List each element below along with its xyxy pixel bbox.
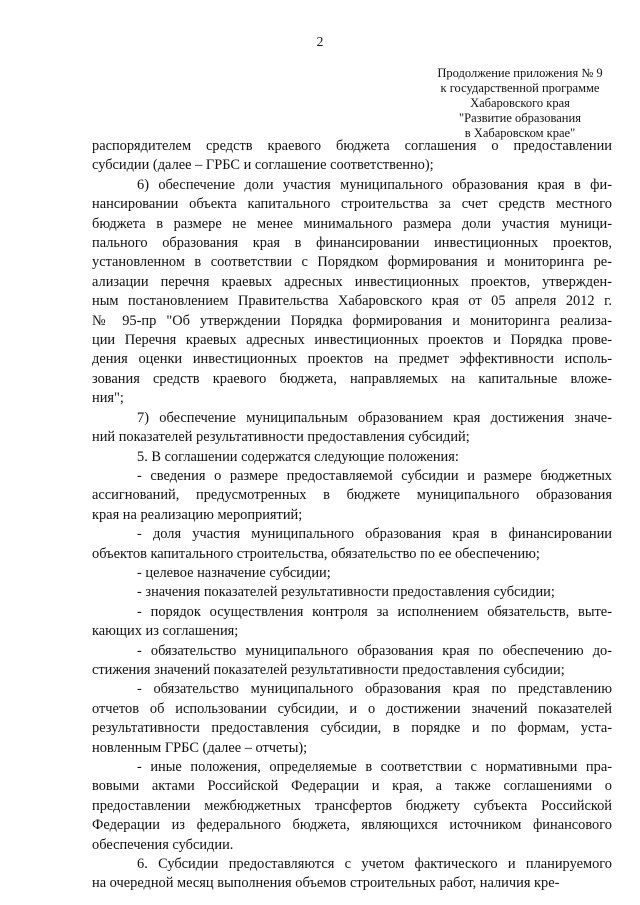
text-line: - обязательство муниципального образования края по представлению	[137, 681, 612, 698]
text-line: - доля участия муниципального образования края в финансировании	[137, 526, 612, 543]
header-line: к государственной программе	[440, 81, 600, 95]
paragraph	[92, 525, 612, 564]
text-line: 6) обеспечение доли участия муниципального образования края в фи-	[137, 176, 612, 193]
header-line: Хабаровского края	[470, 96, 570, 110]
text-line: 6. Субсидии предоставляются с учетом фактического и планируемого	[137, 856, 612, 873]
header-line: "Развитие образования	[459, 111, 581, 125]
text-line: вовыми актами Российской Федерации и края, а также соглашениями о	[92, 778, 612, 795]
text-line: ализации перечня краевых адресных инвестиционных проектов, утвержден-	[92, 273, 612, 290]
text-line: дения оценки инвестиционных проектов на предмет эффективности исполь-	[92, 351, 612, 368]
text-line: - значения показателей результативности предоставления субсидии;	[137, 584, 555, 601]
text-line: новленным ГРБС (далее – отчеты);	[92, 739, 308, 756]
paragraph	[92, 467, 612, 525]
text-line: № 95-пр "Об утверждении Порядка формирования и мониторинга реализа-	[92, 312, 612, 329]
text-line: на очередной месяц выполнения объемов строительных работ, наличия кре-	[92, 875, 560, 892]
paragraph	[92, 564, 612, 583]
page-number: 2	[316, 34, 324, 49]
text-line: кающих из соглашения;	[92, 623, 239, 640]
text-line: результативности предоставления субсидии, в порядке и по формам, уста-	[92, 720, 612, 737]
header-line: Продолжение приложения № 9	[437, 66, 603, 80]
paragraph	[92, 642, 612, 681]
document-body	[92, 137, 612, 894]
text-line: ний показателей результативности предоставления субсидий;	[92, 429, 470, 446]
text-line: - порядок осуществления контроля за исполнением обязательств, выте-	[137, 603, 612, 620]
text-line: объектов капитального строительства, обязательство по ее обеспечению;	[92, 545, 540, 562]
paragraph	[92, 448, 612, 467]
paragraph	[92, 758, 612, 855]
text-line: края на реализацию мероприятий;	[92, 506, 303, 523]
paragraph	[92, 583, 612, 602]
text-line: ния";	[92, 390, 124, 407]
text-line: ции Перечня краевых адресных инвестиционных проектов и Порядка прове-	[92, 332, 612, 349]
text-line: - целевое назначение субсидии;	[137, 564, 331, 581]
text-line: - обязательство муниципального образования края по обеспечению до-	[137, 642, 612, 659]
text-line: пального образования края в финансировании инвестиционных проектов,	[92, 235, 612, 252]
header-line: в Хабаровском крае"	[464, 126, 576, 140]
appendix-header	[420, 66, 620, 141]
text-line: ным постановлением Правительства Хабаровского края от 05 апреля 2012 г.	[92, 293, 612, 310]
text-line: обеспечения субсидии.	[92, 836, 234, 853]
text-line: зования средств краевого бюджета, направляемых на капитальные вложе-	[92, 370, 612, 387]
text-line: стижения значений показателей результативности предоставления субсидии;	[92, 661, 565, 678]
paragraph	[92, 409, 612, 448]
paragraph	[92, 680, 612, 758]
text-line: 7) обеспечение муниципальным образованием края достижения значе-	[137, 409, 612, 426]
text-line: установленном в соответствии с Порядком формирования и мониторинга ре-	[92, 254, 612, 271]
text-line: - иные положения, определяемые в соответствии с нормативными пра-	[137, 759, 612, 775]
text-line: ассигнований, предусмотренных в бюджете муниципального образования	[92, 487, 612, 504]
paragraph	[92, 176, 612, 409]
text-line: отчетов об использовании субсидии, и о достижении значений показателей	[92, 700, 612, 717]
paragraph	[92, 137, 612, 176]
text-line: нансировании объекта капитального строительства за счет средств местного	[92, 196, 612, 213]
text-line: бюджета в размере не менее минимального размера доли участия муници-	[92, 215, 612, 232]
text-line: предоставлении межбюджетных трансфертов бюджету субъекта Российской	[92, 797, 612, 814]
text-line: распорядителем средств краевого бюджета соглашения о предоставлении	[92, 138, 612, 154]
text-line: Федерации из федерального бюджета, являющихся источником финансового	[92, 817, 612, 834]
text-line: - сведения о размере предоставляемой субсидии и размере бюджетных	[137, 467, 612, 484]
text-line: субсидии (далее – ГРБС и соглашение соответственно);	[92, 157, 434, 174]
paragraph	[92, 855, 612, 894]
text-line: 5. В соглашении содержатся следующие положения:	[137, 448, 459, 465]
paragraph	[92, 603, 612, 642]
